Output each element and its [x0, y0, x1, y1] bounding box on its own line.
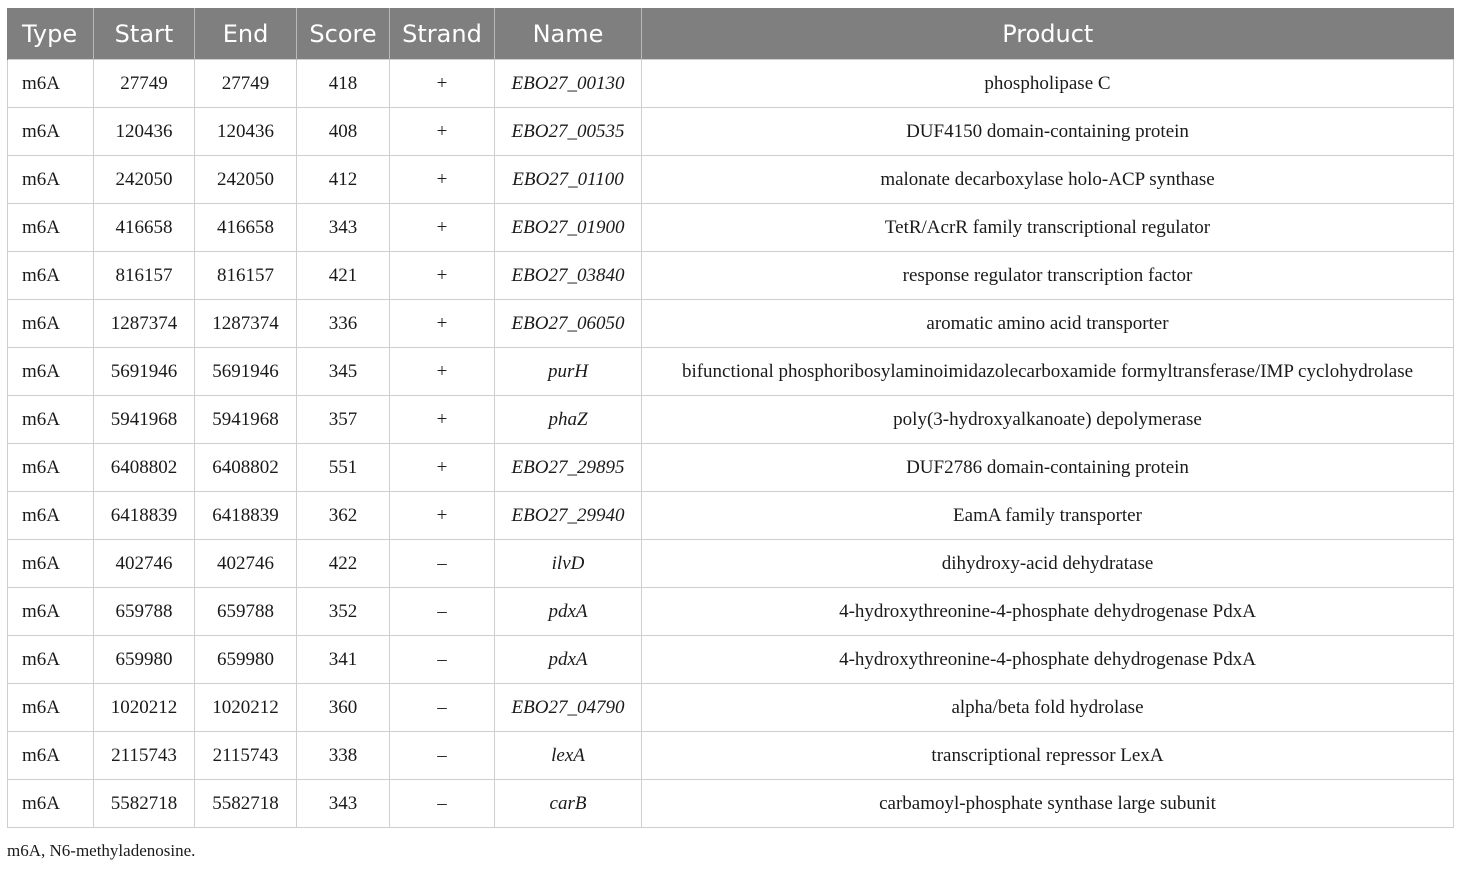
cell-end: 5691946: [195, 348, 297, 396]
cell-name: pdxA: [495, 588, 642, 636]
cell-type: m6A: [8, 156, 94, 204]
cell-strand: +: [390, 108, 495, 156]
cell-end: 816157: [195, 252, 297, 300]
cell-name: EBO27_06050: [495, 300, 642, 348]
cell-end: 5941968: [195, 396, 297, 444]
cell-score: 352: [297, 588, 390, 636]
cell-product: response regulator transcription factor: [642, 252, 1454, 300]
cell-end: 242050: [195, 156, 297, 204]
cell-score: 336: [297, 300, 390, 348]
table-row: [8, 204, 1454, 252]
cell-name: pdxA: [495, 636, 642, 684]
cell-product: carbamoyl-phosphate synthase large subunit: [642, 780, 1454, 828]
cell-start: 659980: [94, 636, 195, 684]
table-row: [8, 540, 1454, 588]
cell-start: 5691946: [94, 348, 195, 396]
cell-name: EBO27_00130: [495, 60, 642, 108]
table-body: [8, 60, 1454, 828]
cell-product: dihydroxy-acid dehydratase: [642, 540, 1454, 588]
table-row: [8, 252, 1454, 300]
cell-product: poly(3-hydroxyalkanoate) depolymerase: [642, 396, 1454, 444]
table-row: [8, 60, 1454, 108]
cell-strand: –: [390, 540, 495, 588]
cell-type: m6A: [8, 636, 94, 684]
header-end: End: [195, 8, 297, 60]
cell-start: 2115743: [94, 732, 195, 780]
cell-end: 6408802: [195, 444, 297, 492]
cell-name: EBO27_00535: [495, 108, 642, 156]
cell-type: m6A: [8, 396, 94, 444]
cell-score: 343: [297, 780, 390, 828]
table-row: [8, 588, 1454, 636]
cell-start: 6418839: [94, 492, 195, 540]
cell-strand: +: [390, 348, 495, 396]
table-row: [8, 444, 1454, 492]
cell-end: 416658: [195, 204, 297, 252]
cell-start: 242050: [94, 156, 195, 204]
cell-score: 408: [297, 108, 390, 156]
cell-type: m6A: [8, 732, 94, 780]
header-strand: Strand: [390, 8, 495, 60]
cell-score: 341: [297, 636, 390, 684]
cell-score: 418: [297, 60, 390, 108]
cell-start: 5582718: [94, 780, 195, 828]
table-row: [8, 108, 1454, 156]
cell-score: 421: [297, 252, 390, 300]
table-row: [8, 396, 1454, 444]
table-footnote: m6A, N6-methyladenosine.: [7, 841, 196, 860]
cell-score: 360: [297, 684, 390, 732]
header-row: [8, 8, 1454, 60]
cell-name: ilvD: [495, 540, 642, 588]
cell-product: aromatic amino acid transporter: [642, 300, 1454, 348]
cell-start: 1020212: [94, 684, 195, 732]
table-row: [8, 348, 1454, 396]
cell-type: m6A: [8, 300, 94, 348]
cell-type: m6A: [8, 252, 94, 300]
cell-name: EBO27_04790: [495, 684, 642, 732]
table-row: [8, 732, 1454, 780]
cell-name: purH: [495, 348, 642, 396]
cell-product: alpha/beta fold hydrolase: [642, 684, 1454, 732]
cell-strand: +: [390, 492, 495, 540]
table-row: [8, 156, 1454, 204]
cell-start: 5941968: [94, 396, 195, 444]
cell-name: carB: [495, 780, 642, 828]
cell-product: malonate decarboxylase holo-ACP synthase: [642, 156, 1454, 204]
cell-score: 338: [297, 732, 390, 780]
cell-product: transcriptional repressor LexA: [642, 732, 1454, 780]
table-row: [8, 636, 1454, 684]
cell-type: m6A: [8, 204, 94, 252]
cell-product: 4-hydroxythreonine-4-phosphate dehydrogenase PdxA: [642, 636, 1454, 684]
cell-product: TetR/AcrR family transcriptional regulator: [642, 204, 1454, 252]
cell-score: 357: [297, 396, 390, 444]
cell-end: 27749: [195, 60, 297, 108]
header-name: Name: [495, 8, 642, 60]
cell-type: m6A: [8, 684, 94, 732]
cell-strand: +: [390, 252, 495, 300]
cell-name: phaZ: [495, 396, 642, 444]
cell-product: DUF4150 domain-containing protein: [642, 108, 1454, 156]
cell-strand: +: [390, 204, 495, 252]
cell-start: 402746: [94, 540, 195, 588]
header-type: Type: [8, 8, 94, 60]
cell-name: EBO27_03840: [495, 252, 642, 300]
cell-type: m6A: [8, 348, 94, 396]
table-row: [8, 492, 1454, 540]
cell-start: 120436: [94, 108, 195, 156]
cell-end: 120436: [195, 108, 297, 156]
cell-start: 27749: [94, 60, 195, 108]
cell-score: 362: [297, 492, 390, 540]
cell-product: bifunctional phosphoribosylaminoimidazolecarboxamide formyltransferase/IMP cyclohydrolase: [642, 348, 1454, 396]
cell-strand: +: [390, 60, 495, 108]
header-score: Score: [297, 8, 390, 60]
cell-strand: +: [390, 444, 495, 492]
cell-score: 412: [297, 156, 390, 204]
cell-end: 659980: [195, 636, 297, 684]
cell-end: 659788: [195, 588, 297, 636]
cell-end: 6418839: [195, 492, 297, 540]
cell-start: 659788: [94, 588, 195, 636]
cell-start: 6408802: [94, 444, 195, 492]
cell-type: m6A: [8, 540, 94, 588]
cell-score: 422: [297, 540, 390, 588]
cell-score: 345: [297, 348, 390, 396]
table-row: [8, 780, 1454, 828]
cell-name: EBO27_01900: [495, 204, 642, 252]
cell-type: m6A: [8, 492, 94, 540]
cell-name: EBO27_29940: [495, 492, 642, 540]
cell-product: EamA family transporter: [642, 492, 1454, 540]
cell-strand: –: [390, 732, 495, 780]
table-container: [7, 8, 1453, 828]
cell-strand: –: [390, 636, 495, 684]
cell-start: 816157: [94, 252, 195, 300]
cell-product: 4-hydroxythreonine-4-phosphate dehydrogenase PdxA: [642, 588, 1454, 636]
cell-strand: –: [390, 780, 495, 828]
cell-product: phospholipase C: [642, 60, 1454, 108]
header-start: Start: [94, 8, 195, 60]
cell-type: m6A: [8, 60, 94, 108]
cell-name: EBO27_01100: [495, 156, 642, 204]
cell-end: 402746: [195, 540, 297, 588]
cell-strand: +: [390, 396, 495, 444]
cell-strand: –: [390, 588, 495, 636]
cell-start: 1287374: [94, 300, 195, 348]
cell-strand: –: [390, 684, 495, 732]
cell-product: DUF2786 domain-containing protein: [642, 444, 1454, 492]
cell-end: 1287374: [195, 300, 297, 348]
cell-type: m6A: [8, 780, 94, 828]
cell-score: 343: [297, 204, 390, 252]
cell-strand: +: [390, 300, 495, 348]
cell-end: 2115743: [195, 732, 297, 780]
cell-start: 416658: [94, 204, 195, 252]
cell-name: EBO27_29895: [495, 444, 642, 492]
cell-type: m6A: [8, 444, 94, 492]
cell-end: 1020212: [195, 684, 297, 732]
cell-end: 5582718: [195, 780, 297, 828]
cell-score: 551: [297, 444, 390, 492]
cell-type: m6A: [8, 588, 94, 636]
table-row: [8, 684, 1454, 732]
table-row: [8, 300, 1454, 348]
header-product: Product: [642, 8, 1454, 60]
cell-type: m6A: [8, 108, 94, 156]
cell-strand: +: [390, 156, 495, 204]
data-table: [7, 8, 1454, 828]
cell-name: lexA: [495, 732, 642, 780]
